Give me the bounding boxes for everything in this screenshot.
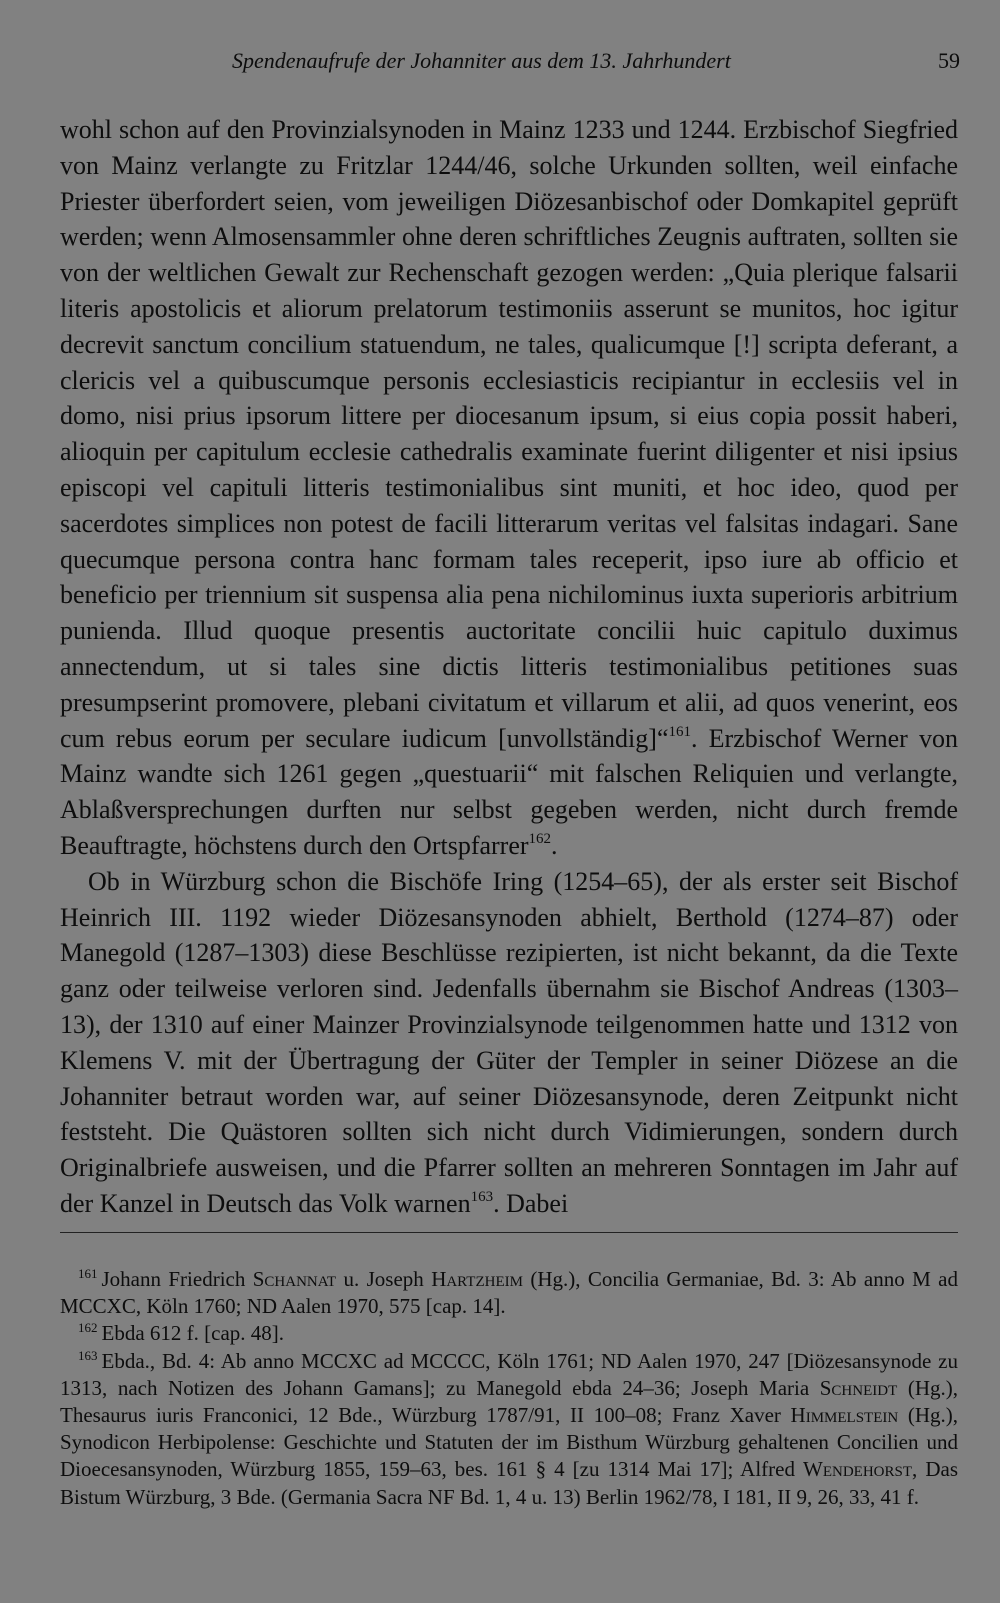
footnote-161 <box>60 1266 958 1320</box>
footnote-text: (Hg.), Thesaurus iuris Franconici, 12 Bde., Würzburg 1787/91, II 100–08; Franz Xaver <box>60 1375 959 1428</box>
paragraph-1-text-c: . <box>551 830 558 860</box>
footnote-divider <box>60 1232 958 1233</box>
paragraph-2 <box>60 864 958 1222</box>
footnote-ref-161: 161 <box>668 723 691 740</box>
footnote-number: 162 <box>78 1320 98 1336</box>
author-name: Schannat <box>252 1267 337 1291</box>
paragraph-1-text-a: wohl schon auf den Provinzialsynoden in Mainz 1233 und 1244. Erzbischof Siegfried von Mainz verlangte zu Fritzlar 1244/46, solche Urkunden sollten, weil einfache Priester überfordert seien, vom jeweiligen Diözesanbischof oder Domkapitel geprüft werden; wenn Almosensammler ohne deren schriftliches Zeugnis auftraten, sollten sie von der weltlichen Gewalt zur Rechenschaft gezogen werden: „Quia plerique falsarii literis apostolicis et aliorum prelatorum testimoniis asserunt se munitos, hoc igitur decrevit sanctum concilium statuendum, ne tales, qualicumque [!] scripta deferant, a clericis vel a quibuscumque personis ecclesiasticis recipiantur in ecclesiis vel in domo, nisi prius ipsorum littere per diocesanum ipsum, si eius copia possit haberi, alioquin per capitulum ecclesie cathedralis examinate fuerint diligenter et nisi ipsius episcopi vel capituli litteris testimonialibus sint muniti, et hoc ideo, quod per sacerdotes simplices non potest de facili litterarum veritas vel falsitas indagari. Sane quecumque persona contra hanc formam tales receperit, ipso iure ab officio et beneficio per triennium sit suspensa alia pena nichilominus iuxta superioris arbitrium punienda. Illud quoque presentis auctoritate concilii huic capitulo duximus annectendum, ut si tales sine dictis litteris testimonialibus petitiones suas presumpserint promovere, plebani civitatum et villarum et alii, ad quos venerint, eos cum rebus eorum per seculare iudicum [unvollständig]“ <box>60 115 958 753</box>
footnote-text: (Hg.), Concilia Germaniae, Bd. 3: Ab anno M ad MCCXC, Köln 1760; ND Aalen 1970, 575 [cap. 14]. <box>60 1267 958 1319</box>
footnote-number: 163 <box>78 1347 98 1363</box>
author-name: Hartzheim <box>431 1267 523 1291</box>
author-name: Himmelstein <box>790 1403 899 1428</box>
footnote-text: Ebda 612 f. [cap. 48]. <box>101 1321 285 1346</box>
footnote-163 <box>60 1348 958 1511</box>
footnote-162 <box>60 1320 958 1347</box>
paragraph-2-text-a: Ob in Würzburg schon die Bischöfe Iring (1254–65), der als erster seit Bischof Heinrich III. 1192 wieder Diözesansynoden abhielt, Berthold (1274–87) oder Manegold (1287–1303) diese Beschlüsse rezipierten, ist nicht bekannt, da die Texte ganz oder teilweise verloren sind. Jedenfalls übernahm sie Bischof Andreas (1303–13), der 1310 auf einer Mainzer Provinzialsynode teilgenommen hatte und 1312 von Klemens V. mit der Übertragung der Güter der Templer in seiner Diözese an die Johanniter betraut worden war, auf seiner Diözesansynode, deren Zeitpunkt nicht feststeht. Die Quästoren sollten sich nicht durch Vidimierungen, sondern durch Originalbriefe ausweisen, und die Pfarrer sollten an mehreren Sonntagen im Jahr auf der Kanzel in Deutsch das Volk warnen <box>60 866 958 1218</box>
main-text <box>60 112 958 1222</box>
running-header <box>60 48 960 82</box>
page-number: 59 <box>938 48 960 73</box>
author-name: Wendehorst <box>803 1457 913 1482</box>
running-title: Spendenaufrufe der Johanniter aus dem 13. Jahrhundert <box>232 48 731 73</box>
footnote-ref-163: 163 <box>470 1188 494 1205</box>
footnote-ref-162: 162 <box>528 830 552 847</box>
footnote-text: Ebda., Bd. 4: Ab anno MCCXC ad MCCCC, Köln 1761; ND Aalen 1970, 247 [Diözesansynode zu 1313, nach Notizen des Johann Gamans]; zu Manegold ebda 24–36; Joseph Maria <box>60 1348 958 1400</box>
footnote-number: 161 <box>78 1266 98 1281</box>
footnote-text: (Hg.), Synodicon Herbipolense: Geschichte und Statuten der im Bisthum Würzburg gehaltenen Concilien und Dioecesansynoden, Würzburg 1855, 159–63, bes. 161 § 4 [zu 1314 Mai 17]; Alfred <box>60 1403 958 1482</box>
footnote-text: , Das Bistum Würzburg, 3 Bde. (Germania Sacra NF Bd. 1, 4 u. 13) Berlin 1962/78, I 181, II 9, 26, 33, 41 f. <box>60 1457 958 1509</box>
paragraph-2-text-b: . Dabei <box>493 1188 569 1218</box>
footnotes <box>60 1266 958 1511</box>
footnote-text: Johann Friedrich <box>101 1267 253 1291</box>
paragraph-1-text-b: . Erzbischof Werner von Mainz wandte sich 1261 gegen „questuarii“ mit falschen Reliquien und verlangte, Ablaßversprechungen durften nur selbst gegeben werden, nicht durch fremde Beauftragte, höchstens durch den Ortspfarrer <box>60 723 958 860</box>
paragraph-1 <box>60 112 958 864</box>
author-name: Schneidt <box>819 1375 898 1400</box>
footnote-text: u. Joseph <box>336 1267 432 1291</box>
